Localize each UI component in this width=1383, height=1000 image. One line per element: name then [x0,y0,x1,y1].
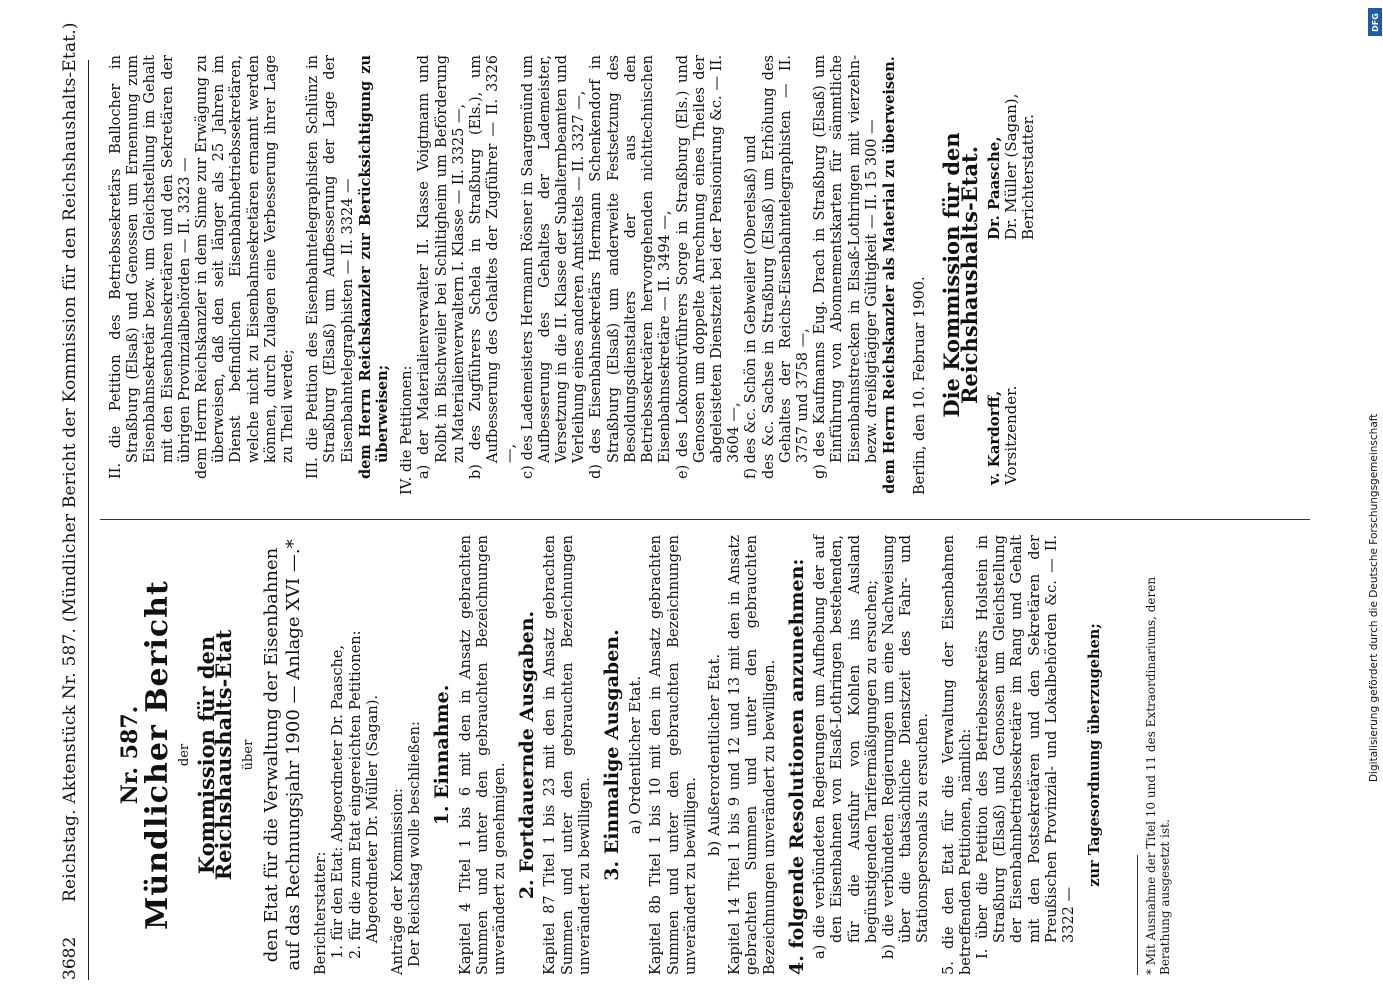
title-ueber: über [241,739,257,771]
page-number: 3682 [60,936,80,980]
section-einmalige: 3. Einmalige Ausgaben. [601,629,624,881]
petition-I: I. über die Petition des Betriebssekretärs Holstein in Straßburg (Elsaß) und Genossen um Gleichstellung der Eisenbahnbetriebssekretäre im Rang und Gehalt mit den Postsekretären und den Sekretären der Preußischen Provinzial- und Lokalbehörden &c. — II. 3322 — [974,535,1077,959]
signature-reporters [986,94,1038,240]
section-einnahme: 1. Einnahme. [431,684,454,826]
commission-name: Kommission für den Reichshaushalts-Etat [193,629,236,881]
petition-IV-b: b) des Zugführers Schela in Straßburg (Els.), um Aufbesserung des Gehaltes der Zugführer — II. 3326 —, [468,55,519,479]
section-einnahme-text: Kapitel 4 Titel 1 bis 6 mit den in Ansatz gebrachten Summen und unter den gebrauchten Bezeichnungen unverändert zu genehmigen. [457,535,509,975]
resolution-b: b) die verbündeten Regierungen um eine Nachweisung über die thatsächliche Dienstzeit des Fahr- und Stationspersonals zu ersuchen. [880,535,932,959]
tagesordnung: zur Tagesordnung überzugehen; [1086,623,1104,887]
petition-IV-e: e) des Lokomotivführers Sorge in Straßburg (Els.) und Genossen um doppelte Anrechnung eines Theiles der abgeleisteten Dienstzeit bei der Pensionirung &c. — II. 3604 —, [674,55,743,479]
footnote-rule [1137,855,1138,975]
petition-II-decision: dem Herrn Reichskanzler in dem Sinne zur Erwägung zu überweisen, daß den seit länger als 25 Jahren im Dienst befindlichen Eisenbahnbetriebssekretären, welche nicht zu Eisenbahnsekretären ernannt werden können, durch Zulagen eine Verbesserung ihrer Lage zu Theil werde; [194,55,297,479]
signature-heading: Die Kommission für den Reichshaushalts-Etat. [939,132,982,418]
petition-IV-f2: des &c. Sachse in Straßburg (Elsaß) um Erhöhung des Gehaltes der Reichs-Eisenbahntelegraphisten — II. 3757 und 3758 —, [760,55,811,479]
rotated-content [0,22,1320,1000]
right-column [108,55,1046,495]
signature-block [986,55,1046,495]
report-subject: den Etat für die Verwaltung der Eisenbahnen auf das Rechnungsjahr 1900 — Anlage XVI —.* [261,539,305,971]
berichterstatter-2: 2. für die zum Etat eingereichten Petitionen: Abgeordneter Dr. Müller (Sagan). [347,630,381,959]
date-line: Berlin, den 10. Februar 1900. [912,276,929,495]
section-fortdauernde-text: Kapitel 87 Titel 1 bis 23 mit den in Ansatz gebrachten Summen und unter den gebrauchten Bezeichnungen unverändert zu bewilligen. [542,535,593,975]
section-fortdauernde: 2. Fortdauernde Ausgaben. [516,610,539,900]
petition-IV-g: g) des Kaufmanns Eug. Drach in Straßburg (Elsaß) um Einführung von Abonnementskarten für sämmtliche Eisenbahnstrecken in Elsaß-Lothringen mit vierzehn- bezw. dreißigtägiger Gültigkeit — II. 15 300 — [812,55,880,479]
berichterstatter-1: 1. für den Etat: Abgeordneter Dr. Paasche, [330,645,347,959]
petition-III-decision: dem Herrn Reichskanzler zur Berücksichtigung zu überweisen; [356,55,392,479]
reporter-name-2: Dr. Müller (Sagan), [1001,93,1020,240]
section-resolutionen: 4. folgende Resolutionen anzunehmen: [785,558,808,975]
digitization-notice: Digitalisierung gefördert durch die Deutsche Forschungsgemeinschaft [1368,413,1380,782]
reporter-role: Berichterstatter. [1019,114,1038,240]
subsection-ordentlich-text: Kapitel 8b Titel 1 bis 10 mit den in Ansatz gebrachten Summen und unter den gebrauchten Bezeichnungen unverändert zu bewilligen. [648,535,699,975]
petition-IV-c: c) des Lademeisters Hermann Rösner in Saargemünd um Aufbesserung des Gehaltes der Lademeister, Versetzung in die II. Klasse der Subalternbeamten und Verleihung eines anderen Amtstitels — II. 3327 —, [519,55,588,479]
subsection-ordentlich: a) Ordentlicher Etat. [626,675,645,835]
chair-role: Vorsitzender. [1001,385,1020,485]
petition-IV-a: a) der Materialienverwalter II. Klasse Voigtmann und Rolbt in Bischweiler bei Schiltigheim um Beförderung zu Materialienverwaltern I. Klasse — II. 3325 —, [416,55,467,479]
petition-II: II. die Petition des Betriebssekretärs Ballocher in Straßburg (Elsaß) und Genossen um Ernennung zum Eisenbahnsekretär bezw. um Gleichstellung im Gehalt mit den Eisenbahnsekretären und den Sekretären der übrigen Provinzialbehörden — II. 3323 — [108,55,193,479]
subsection-ausserordentlich-text: Kapitel 14 Titel 1 bis 9 und 12 und 13 mit den in Ansatz gebrachten Summen und unter den gebrauchten Bezeichnungen unverändert zu bewilligen. [727,535,778,975]
running-header [58,22,89,980]
column-divider [100,519,1310,520]
berichterstatter-heading: Berichterstatter: [313,851,330,975]
petition-IV-decision: dem Herrn Reichskanzler als Material zu überweisen. [880,56,898,494]
signature-chair [986,386,1020,485]
petition-IV-d: d) des Eisenbahnsekretärs Hermann Schenkendorf in Straßburg (Elsaß) um anderweite Festsetzung des Besoldungsdienstalters der aus den Betriebssekretären hervorgehenden nichttechnischen Eisenbahnsekretäre — II. 3494 —, [588,55,674,479]
section-petitionen: 5. die den Etat für die Verwaltung der Eisenbahnen betreffenden Petitionen, nämlich: [940,535,974,975]
document-title: Mündlicher Bericht [140,580,176,930]
resolution-a: a) die verbündeten Regierungen um Aufhebung der auf den Eisenbahnen von Elsaß-Lothringen bestehenden, für die Ausfuhr von Kohlen ins Ausland begünstigenden Tarifermäßigungen zu ersuchen; [812,535,880,959]
left-column [108,535,1172,975]
antraege-heading: Anträge der Kommission: [390,788,407,975]
subsection-ausserordentlich: b) Außerordentlicher Etat. [705,653,724,857]
reichstag-beschluss: Der Reichstag wolle beschließen: [407,721,424,967]
reporter-name-1: Dr. Paasche, [984,136,1003,240]
document-number: Nr. 587. [117,705,143,805]
footnote: * Mit Ausnahme der Titel 10 und 11 des Extraordinariums, deren Berathung ausgesetzt ist. [1144,576,1173,975]
petition-III: III. die Petition des Eisenbahntelegraphisten Schlünz in Straßburg (Elsaß) um Aufbesserung der Lage der Eisenbahntelegraphisten — II. 3324 — [305,55,356,479]
title-der: der [177,743,193,767]
running-title: Reichstag. Aktenstück Nr. 587. (Mündlicher Bericht der Kommission für den Reichshaushalts-Etat.) [60,22,80,902]
petition-IV-f: f) des &c. Schön in Gebweiler (Oberelsaß) und [743,135,760,479]
chair-name: v. Kardorff, [984,390,1003,485]
petition-IV: IV. die Petitionen: [399,365,416,495]
dfg-logo-icon: DFG [1368,8,1382,36]
